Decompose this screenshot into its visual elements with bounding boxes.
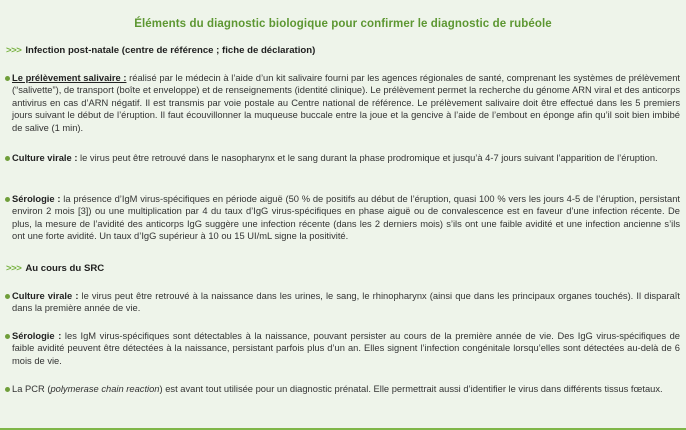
item-lead: Culture virale : — [12, 291, 79, 301]
list-item-culture — [6, 152, 680, 164]
bullet-icon — [5, 294, 10, 299]
list-item-serology — [6, 193, 680, 243]
bullet-icon — [5, 197, 10, 202]
item-text: le virus peut être retrouvé dans le nasopharynx et le sang durant la phase prodromique et jusqu’à 4-7 jours suivant l’apparition de l’éruption. — [77, 153, 658, 163]
item-text-before: La PCR ( — [12, 384, 51, 394]
section-heading-src — [6, 263, 680, 276]
list-item-src-serology — [6, 330, 680, 367]
item-lead: Culture virale : — [12, 153, 78, 163]
item-lead: Le prélèvement salivaire : — [12, 73, 127, 83]
item-text: les IgM virus-spécifiques sont détectables à la naissance, pouvant persister au cours de la première année de vie. Des IgG virus-spécifiques de faible avidité peuvent être détectées à la naissance, persistant parfois plus d’un an. Elles signent l’infection congénitale lorsqu’elles sont détectées au-delà de 6 mois de vie. — [12, 331, 680, 366]
list-item-saliva — [6, 72, 680, 134]
item-lead: Sérologie : — [12, 194, 61, 204]
section-heading-post-natal — [6, 45, 680, 58]
bullet-icon — [5, 156, 10, 161]
box-title: Éléments du diagnostic biologique pour confirmer le diagnostic de rubéole — [134, 18, 552, 30]
item-lead: Sérologie : — [12, 331, 62, 341]
list-item-src-culture — [6, 290, 680, 315]
section-heading-text: Au cours du SRC — [25, 263, 105, 274]
item-text: le virus peut être retrouvé à la naissance dans les urines, le sang, le rhinopharynx (ainsi que dans les principaux organes touchés). Il disparaît dans la première année de vie. — [12, 291, 680, 314]
bullet-icon — [5, 334, 10, 339]
section-heading-text: Infection post-natale (centre de référence ; fiche de déclaration) — [25, 45, 316, 56]
item-text-italic: polymerase chain reaction — [50, 384, 160, 394]
bullet-icon — [5, 387, 10, 392]
item-text-after: ) est avant tout utilisée pour un diagnostic prénatal. Elle permettrait aussi d’identifier le virus dans différents tissus fœtaux. — [159, 384, 663, 394]
list-item-pcr — [6, 383, 680, 395]
item-text: réalisé par le médecin à l’aide d’un kit salivaire fourni par les agences régionales de santé, comprenant les systèmes de prélèvement (“salivette”), de transport (boîte et enveloppe) et de renseignements (identité clinique). Le prélèvement permet la recherche du génome ARN viral et des anticorps antivirus en cas d’ARN négatif. Il est transmis par voie postale au Centre national de référence. Le prélèvement salivaire doit être effectué dans les 5 premiers jours suivant le début de l’éruption. Il faut écouvillonner la muqueuse buccale entre la joue et la gencive à l’aide de l’embout en éponge afin qu’il soit bien imbibé de salive (1 min). — [12, 73, 680, 133]
arrow-marker: >>> — [6, 263, 22, 274]
bullet-icon — [5, 76, 10, 81]
item-text: la présence d’IgM virus-spécifiques en période aiguë (50 % de positifs au début de l’éruption, quasi 100 % vers les jours 4-5 de l’éruption, persistant environ 2 mois [3]) ou une multiplication par 4 du taux d’IgG virus-spécifiques en phase aiguë ou de convalescence est en faveur d’une infection récente. De plus, la mesure de l’avidité des anticorps IgG suggère une infection récente (dans les 2 derniers mois) s’ils ont une faible avidité et une infection ancienne s’ils ont une forte avidité. Un taux d’IgG supérieur à 10 ou 15 UI/mL signe la positivité. — [12, 194, 680, 242]
arrow-marker: >>> — [6, 45, 22, 56]
